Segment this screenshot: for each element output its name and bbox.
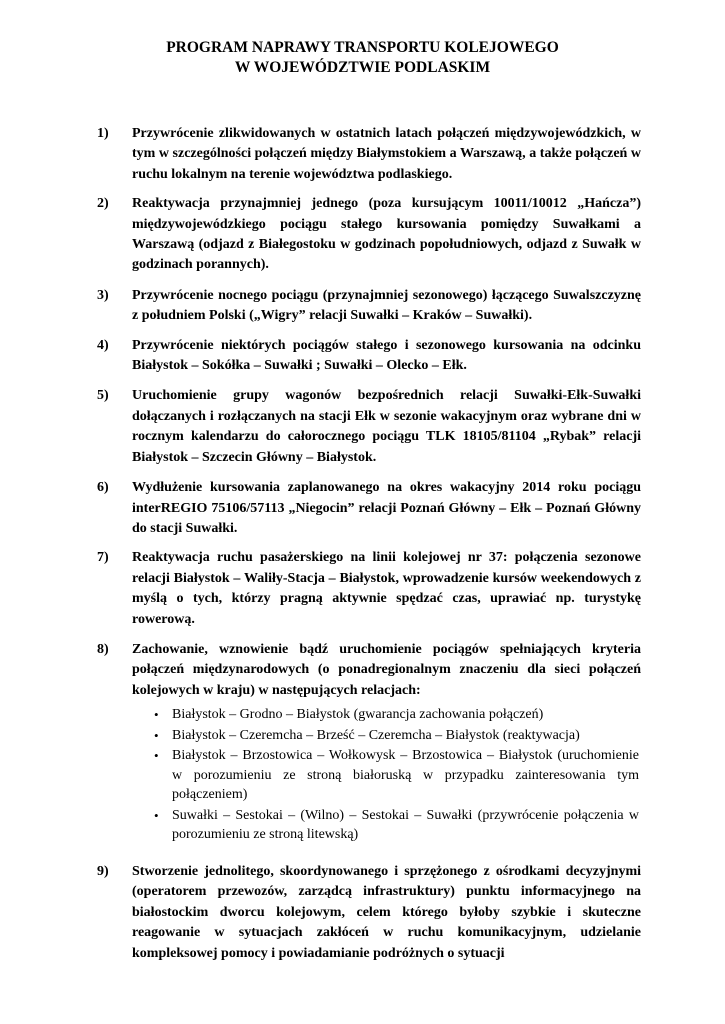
bullet-icon: • xyxy=(154,727,159,743)
list-item-text: Stworzenie jednolitego, skoordynowanego i sprzężonego z ośrodkami decyzyjnymi (operatorem przewozów, zarządcą infrastruktury) punktu informacyjnego na białostockim dworcu kolejowym, celem którego byłoby szybkie i skuteczne reagowanie w sytuacjach zakłóceń w ruchu komunikacyjnym, udzielanie kompleksowej pomocy i powiadamianie podróżnych o sytuacji xyxy=(132,864,641,961)
list-item-number: 6) xyxy=(97,480,109,496)
bullet-item xyxy=(0,705,725,725)
bullet-icon: • xyxy=(154,807,159,823)
list-item-number: 1) xyxy=(97,126,109,141)
list-item-number: 2) xyxy=(97,196,109,212)
list-item-number: 9) xyxy=(97,864,109,879)
bullet-icon: • xyxy=(154,748,159,763)
document-title-line2: W WOJEWÓDZTWIE PODLASKIM xyxy=(234,59,491,76)
list-item-text: Przywrócenie zlikwidowanych w ostatnich latach połączeń międzywojewódzkich, w tym w szczególności połączeń między Białymstokiem a Warszawą, a także połączeń w ruchu lokalnym na terenie województwa podlaskiego. xyxy=(132,126,641,182)
list-item-text: Przywrócenie nocnego pociągu (przynajmniej sezonowego) łączącego Suwalszczyznę z południem Polski („Wigry” relacji Suwałki – Kraków – Suwałki). xyxy=(132,287,641,324)
bullet-item-text: Białystok – Grodno – Białystok (gwarancja zachowania połączeń) xyxy=(172,707,544,722)
list-item-text: Reaktywacja ruchu pasażerskiego na linii kolejowej nr 37: połączenia sezonowe relacji Białystok – Waliły-Stacja – Białystok, wprowadzenie kursów weekendowych z myślą o tych, którzy pragną aktywnie spędzać czas, uprawiać np. turystykę rowerową. xyxy=(132,550,641,627)
list-item xyxy=(0,286,725,327)
list-item-number: 3) xyxy=(97,287,109,303)
list-item xyxy=(0,640,725,701)
list-item-text: Uruchomienie grupy wagonów bezpośrednich relacji Suwałki-Ełk-Suwałki dołączanych i rozłączanych na stacji Ełk w sezonie wakacyjnym oraz wybrane dni w rocznym kalendarzu do całorocznego pociągu TLK 18105/81104 „Rybak” relacji Białystok – Szczecin Główny – Białystok. xyxy=(132,388,641,465)
bullet-list xyxy=(0,705,725,846)
list-item xyxy=(0,124,725,185)
bullet-icon: • xyxy=(154,707,159,722)
list-item-text: Zachowanie, wznowienie bądź uruchomienie pociągów spełniających kryteria połączeń międzynarodowych (o ponadregionalnym znaczeniu dla sieci połączeń kolejowych w kraju) w następujących relacjach: xyxy=(132,641,641,698)
list-item xyxy=(0,194,725,276)
list-item-number: 4) xyxy=(97,337,109,353)
bullet-item-text: Białystok – Brzostowica – Wołkowysk – Brzostowica – Białystok (uruchomienie w porozumieniu ze stroną białoruską w przypadku zainteresowania tym połączeniem) xyxy=(172,748,639,802)
bullet-item-text: Białystok – Czeremcha – Brześć – Czeremcha – Białystok (reaktywacja) xyxy=(172,727,580,743)
list-item-text: Wydłużenie kursowania zaplanowanego na okres wakacyjny 2014 roku pociągu interREGIO 75106/57113 „Niegocin” relacji Poznań Główny – Ełk – Poznań Główny do stacji Suwałki. xyxy=(132,480,641,536)
bullet-item xyxy=(0,806,725,845)
document-title-line1: PROGRAM NAPRAWY TRANSPORTU KOLEJOWEGO xyxy=(166,39,559,56)
list-item-number: 7) xyxy=(97,550,109,566)
bullet-item-text: Suwałki – Sestokai – (Wilno) – Sestokai – Suwałki (przywrócenie połączenia w porozumieniu ze stroną litewską) xyxy=(172,807,639,842)
list-item-text: Reaktywacja przynajmniej jednego (poza kursującym 10011/10012 „Hańcza”) międzywojewódzkiego pociągu stałego kursowania pomiędzy Suwałkami a Warszawą (odjazd z Białegostoku w godzinach popołudniowych, odjazd z Suwałk w godzinach porannych). xyxy=(132,196,641,273)
numbered-list xyxy=(0,124,725,701)
list-item-number: 8) xyxy=(97,641,109,657)
list-item-number: 5) xyxy=(97,388,109,404)
list-item xyxy=(0,386,725,468)
list-item xyxy=(0,336,725,377)
list-item xyxy=(0,548,725,630)
list-item xyxy=(0,478,725,539)
list-item-text: Przywrócenie niektórych pociągów stałego i sezonowego kursowania na odcinku Białystok – Sokółka – Suwałki ; Suwałki – Olecko – Ełk. xyxy=(132,337,641,374)
bullet-item xyxy=(0,726,725,746)
bullet-item xyxy=(0,746,725,805)
list-item-9 xyxy=(0,862,725,964)
